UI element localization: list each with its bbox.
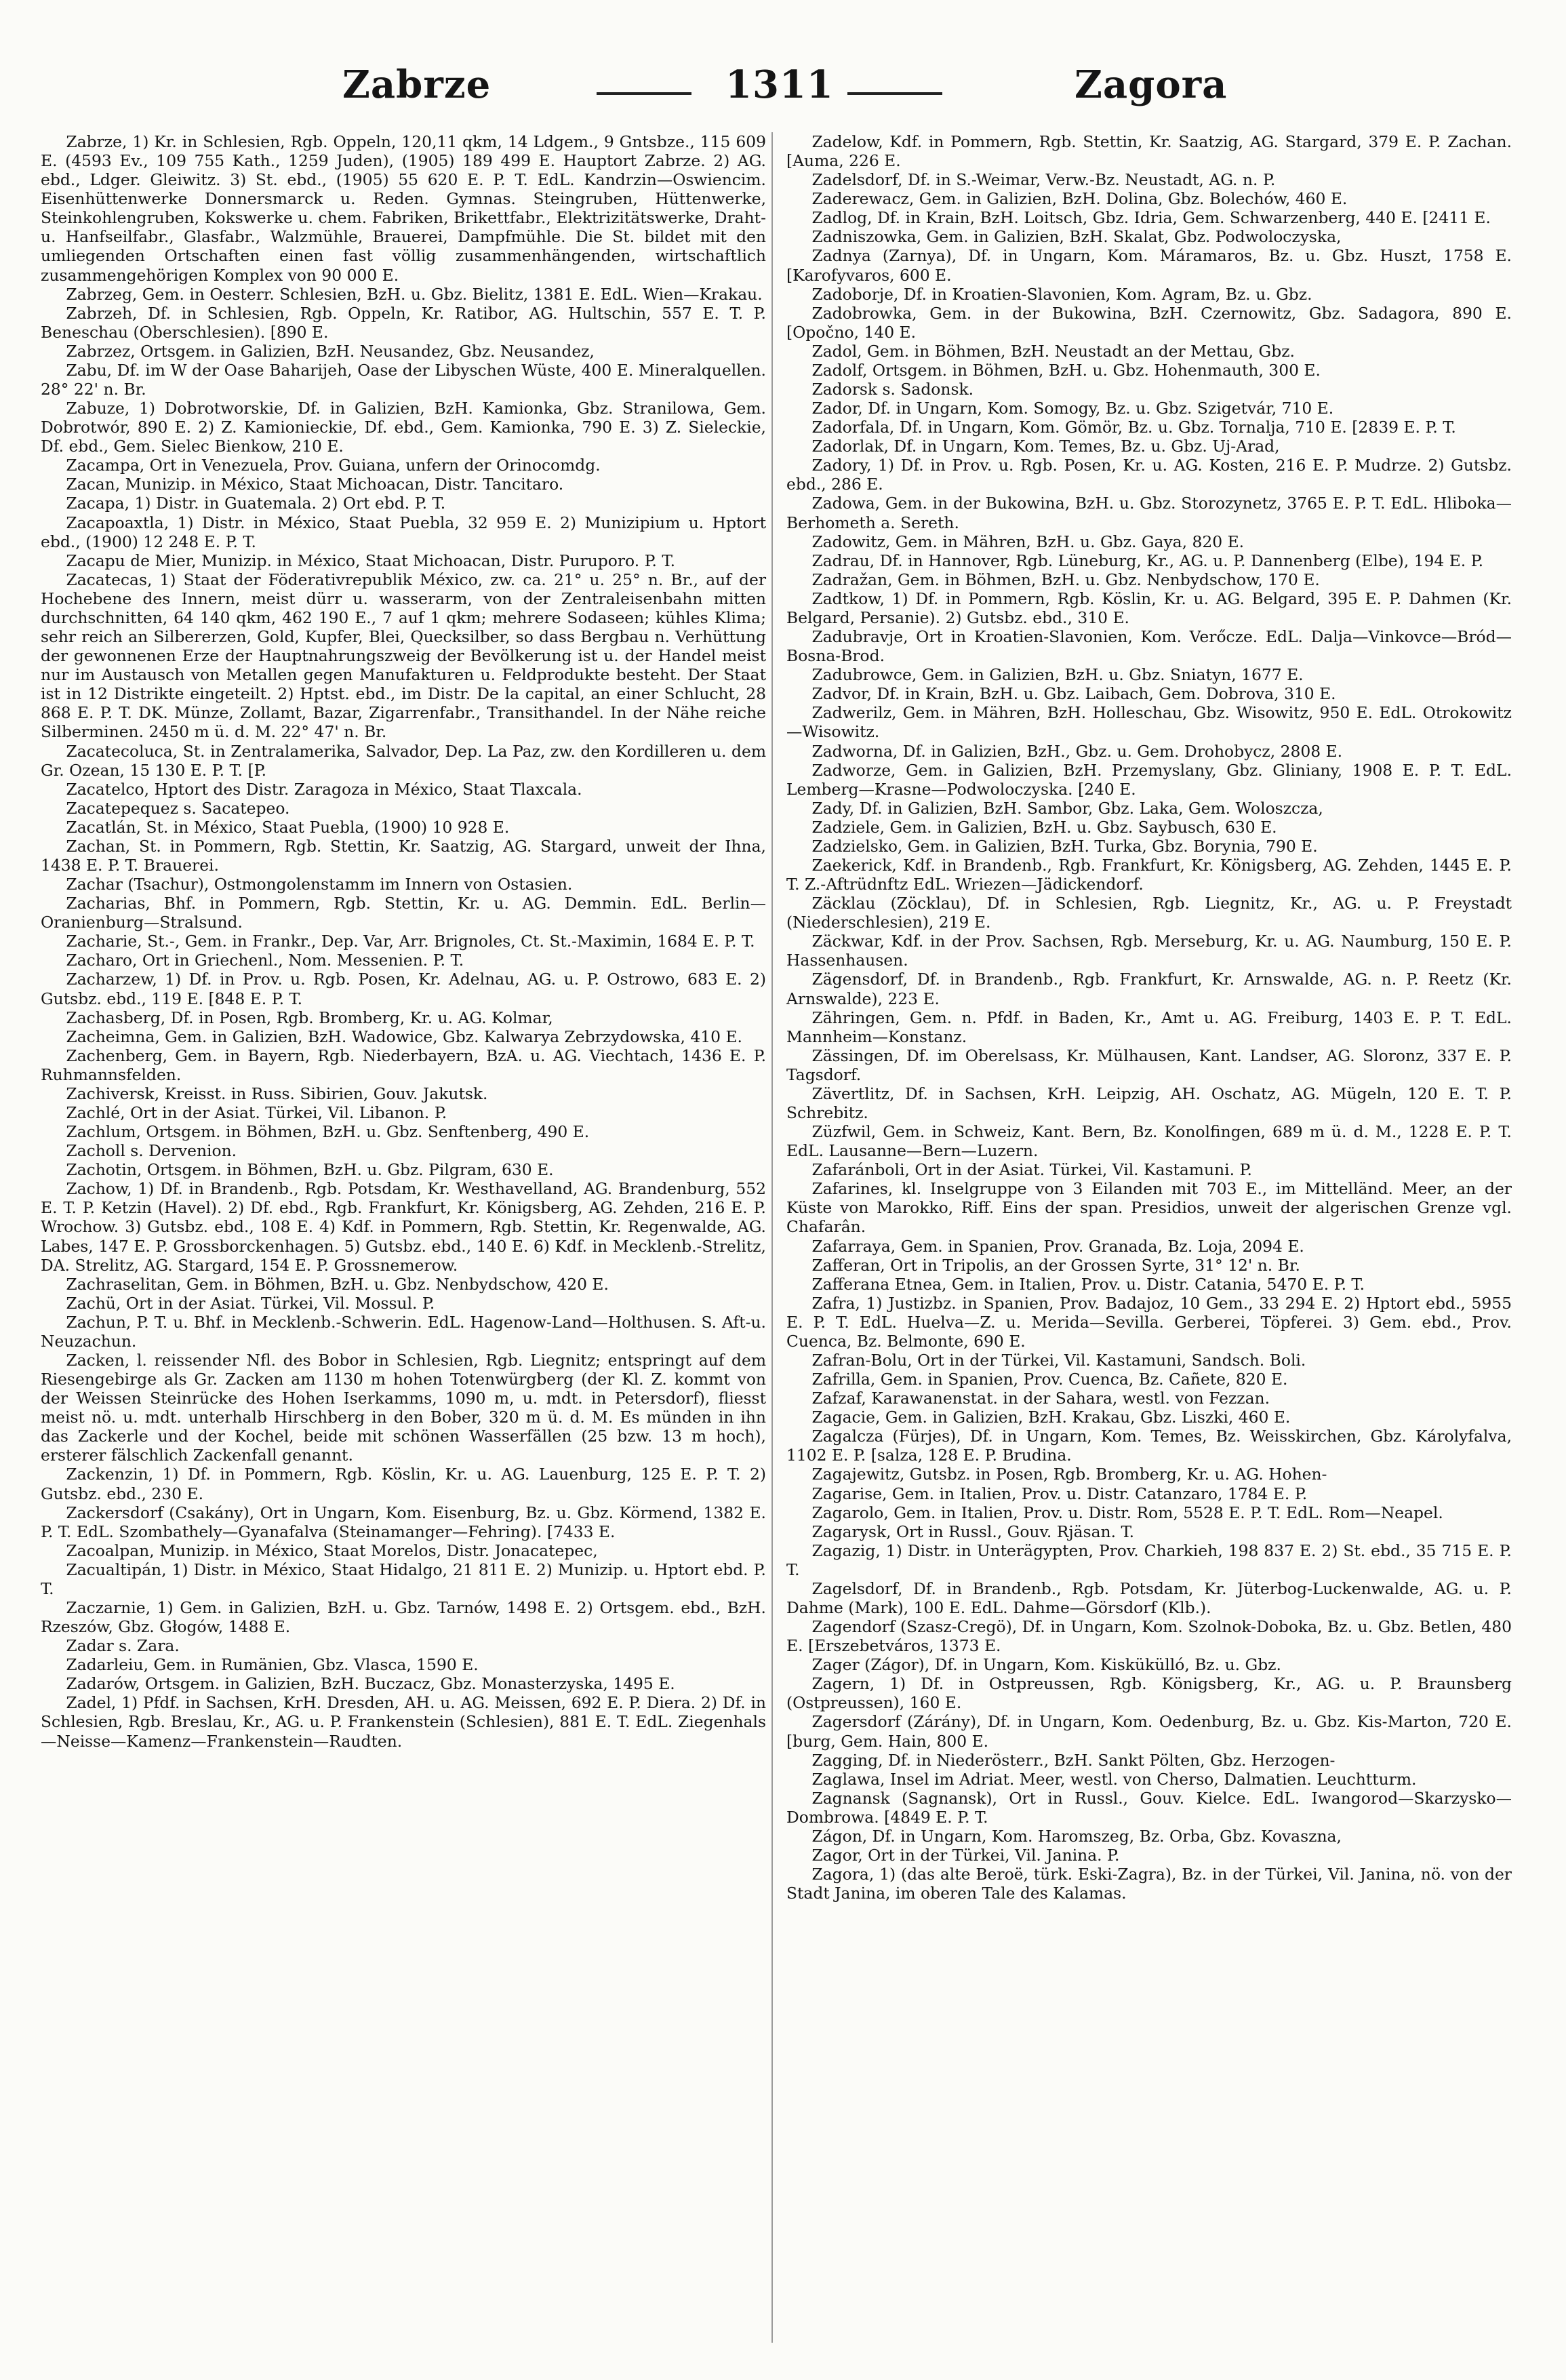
dictionary-entry: Zagalcza (Fürjes), Df. in Ungarn, Kom. Temes, Bz. Weisskirchen, Gbz. Károlyfalva, 1102 E. P. [salza, 128 E. P. Brudina.	[786, 1427, 1512, 1465]
dictionary-entry: Zachasberg, Df. in Posen, Rgb. Bromberg, Kr. u. AG. Kolmar,	[66, 1008, 553, 1027]
dictionary-entry: Zágon, Df. in Ungarn, Kom. Haromszeg, Bz. Orba, Gbz. Kovaszna,	[811, 1826, 1342, 1846]
dictionary-entry: Zafferana Etnea, Gem. in Italien, Prov. u. Distr. Catania, 5470 E. P. T.	[811, 1274, 1365, 1294]
dictionary-entry: Zäcklau (Zöcklau), Df. in Schlesien, Rgb. Liegnitz, Kr., AG. u. P. Freystadt (Niederschlesien), 219 E.	[786, 894, 1512, 932]
dictionary-entry: Zagarysk, Ort in Russl., Gouv. Rjäsan. T.	[811, 1522, 1135, 1541]
right-column	[786, 132, 1512, 1903]
dictionary-entry: Zagarolo, Gem. in Italien, Prov. u. Distr. Rom, 5528 E. P. T. EdL. Rom—Neapel.	[811, 1503, 1443, 1522]
dictionary-entry: Zackenzin, 1) Df. in Pommern, Rgb. Köslin, Kr. u. AG. Lauenburg, 125 E. P. T. 2) Gutsbz. ebd., 230 E.	[41, 1465, 766, 1503]
header-right-word: Zagora	[1075, 62, 1228, 107]
dictionary-entry: Zaekerick, Kdf. in Brandenb., Rgb. Frankfurt, Kr. Königsberg, AG. Zehden, 1445 E. P. T. Z.-Aftrüdnftz EdL. Wriezen—Jädickendorf.	[786, 855, 1512, 894]
dictionary-entry: Zafferan, Ort in Tripolis, an der Grossen Syrte, 31° 12' n. Br.	[811, 1255, 1300, 1275]
dictionary-entry: Zabuze, 1) Dobrotworskie, Df. in Galizien, BzH. Kamionka, Gbz. Stranilowa, Gem. Dobrotwór, 890 E. 2) Z. Kamionieckie, Df. ebd., Gem. Kamionka, 790 E. 3) Z. Sieleckie, Df. ebd., Gem. Sielec Bienkow, 210 E.	[41, 399, 766, 456]
dictionary-entry: Zacatelco, Hptort des Distr. Zaragoza in México, Staat Tlaxcala.	[66, 779, 582, 799]
dictionary-entry: Zacholl s. Dervenion.	[66, 1141, 237, 1161]
dictionary-entry: Zager (Zágor), Df. in Ungarn, Kom. Kiskükülló, Bz. u. Gbz.	[811, 1655, 1281, 1675]
dictionary-entry: Zadowa, Gem. in der Bukowina, BzH. u. Gbz. Storozynetz, 3765 E. P. T. EdL. Hliboka—Berhometh a. Sereth.	[786, 494, 1512, 532]
dictionary-entry: Zady, Df. in Galizien, BzH. Sambor, Gbz. Laka, Gem. Woloszcza,	[811, 798, 1323, 818]
dictionary-entry: Zagarise, Gem. in Italien, Prov. u. Distr. Catanzaro, 1784 E. P.	[811, 1484, 1308, 1503]
dictionary-entry: Zaderewacz, Gem. in Galizien, BzH. Dolina, Gbz. Bolechów, 460 E.	[811, 189, 1348, 209]
dictionary-entry: Zadtkow, 1) Df. in Pommern, Rgb. Köslin, Kr. u. AG. Belgard, 395 E. P. Dahmen (Kr. Belgard, Persanie). 2) Gutsbz. ebd., 310 E.	[786, 589, 1512, 627]
dictionary-entry: Zachotin, Ortsgem. in Böhmen, BzH. u. Gbz. Pilgram, 630 E.	[66, 1160, 554, 1180]
page-header	[0, 62, 1566, 123]
dictionary-entry: Zachun, P. T. u. Bhf. in Mecklenb.-Schwerin. EdL. Hagenow-Land—Holthusen. S. Aft-u. Neuzachun.	[41, 1312, 766, 1351]
dictionary-entry: Zadolf, Ortsgem. in Böhmen, BzH. u. Gbz. Hohenmauth, 300 E.	[811, 360, 1321, 380]
dictionary-entry: Zacatepequez s. Sacatepeo.	[66, 798, 290, 818]
dictionary-entry: Zagelsdorf, Df. in Brandenb., Rgb. Potsdam, Kr. Jüterbog-Luckenwalde, AG. u. P. Dahme (Mark), 100 E. EdL. Dahme—Görsdorf (Klb.).	[786, 1579, 1512, 1618]
dictionary-entry: Zagacie, Gem. in Galizien, BzH. Krakau, Gbz. Liszki, 460 E.	[811, 1408, 1291, 1427]
dictionary-entry: Zachlé, Ort in der Asiat. Türkei, Vil. Libanon. P.	[66, 1103, 447, 1122]
dictionary-entry: Zadol, Gem. in Böhmen, BzH. Neustadt an der Mettau, Gbz.	[811, 341, 1295, 361]
dictionary-entry: Zacken, l. reissender Nfl. des Bobor in Schlesien, Rgb. Liegnitz; entspringt auf dem Riesengebirge als Gr. Zacken am 1130 m hohen Totenwürgberg (der Kl. Z. kommt von der Weissen Steinrücke des Hohen Iserkamms, 1090 m, u. mdt. in Petersdorf), fliesst meist nö. u. mdt. unterhalb Hirschberg in den Bober, 320 m ü. d. M. Es münden in ihn das Zackerle und der Kochel, beide mit schönen Wasserfällen (25 bzw. 13 m hoch), ersterer fälschlich Zackenfall genannt.	[41, 1351, 766, 1465]
dictionary-entry: Zagajewitz, Gutsbz. in Posen, Rgb. Bromberg, Kr. u. AG. Hohen-	[811, 1465, 1327, 1484]
dictionary-entry: Zadowitz, Gem. in Mähren, BzH. u. Gbz. Gaya, 820 E.	[811, 532, 1245, 551]
left-column	[41, 132, 766, 1751]
dictionary-entry: Zadel, 1) Pfdf. in Sachsen, KrH. Dresden, AH. u. AG. Meissen, 692 E. P. Diera. 2) Df. in Schlesien, Rgb. Breslau, Kr., AG. u. P. Frankenstein (Schlesien), 881 E. T. EdL. Ziegenhals—Neisse—Kamenz—Frankenstein—Raudten.	[41, 1693, 766, 1751]
dictionary-entry: Zadarleiu, Gem. in Rumänien, Gbz. Vlasca, 1590 E.	[66, 1655, 479, 1675]
header-dash-right	[847, 92, 942, 95]
dictionary-entry: Zafrilla, Gem. in Spanien, Prov. Cuenca, Bz. Cañete, 820 E.	[811, 1370, 1288, 1389]
dictionary-entry: Zagendorf (Szasz-Cregö), Df. in Ungarn, Kom. Szolnok-Doboka, Bz. u. Gbz. Betlen, 480 E. [Erszebetváros, 1373 E.	[786, 1617, 1512, 1656]
dictionary-entry: Zadelow, Kdf. in Pommern, Rgb. Stettin, Kr. Saatzig, AG. Stargard, 379 E. P. Zachan. [Auma, 226 E.	[786, 132, 1512, 171]
dictionary-entry: Zadrau, Df. in Hannover, Rgb. Lüneburg, Kr., AG. u. P. Dannenberg (Elbe), 194 E. P.	[811, 551, 1484, 570]
dictionary-entry: Zafaránboli, Ort in der Asiat. Türkei, Vil. Kastamuni. P.	[811, 1160, 1252, 1180]
dictionary-entry: Zacapu de Mier, Munizip. in México, Staat Michoacan, Distr. Puruporo. P. T.	[66, 551, 676, 570]
dictionary-entry: Zagora, 1) (das alte Beroë, türk. Eski-Zagra), Bz. in der Türkei, Vil. Janina, nö. von der Stadt Janina, im oberen Tale des Kalamas.	[786, 1865, 1512, 1903]
dictionary-entry: Zaglawa, Insel im Adriat. Meer, westl. von Cherso, Dalmatien. Leuchtturm.	[811, 1769, 1417, 1789]
dictionary-entry: Zadworna, Df. in Galizien, BzH., Gbz. u. Gem. Drohobycz, 2808 E.	[811, 741, 1343, 761]
dictionary-entry: Zadorfala, Df. in Ungarn, Kom. Gömör, Bz. u. Gbz. Tornalja, 710 E. [2839 E. P. T.	[811, 418, 1456, 437]
dictionary-entry: Zaczarnie, 1) Gem. in Galizien, BzH. u. Gbz. Tarnów, 1498 E. 2) Ortsgem. ebd., BzH. Rzeszów, Gbz. Głogów, 1488 E.	[41, 1598, 766, 1637]
dictionary-entry: Zässingen, Df. im Oberelsass, Kr. Mülhausen, Kant. Landser, AG. Sloronz, 337 E. P. Tagsdorf.	[786, 1046, 1512, 1084]
dictionary-entry: Zachenberg, Gem. in Bayern, Rgb. Niederbayern, BzA. u. AG. Viechtach, 1436 E. P. Ruhmannsfelden.	[41, 1046, 766, 1084]
dictionary-entry: Zacapa, 1) Distr. in Guatemala. 2) Ort ebd. P. T.	[66, 494, 446, 513]
header-left-word: Zabrze	[342, 62, 491, 107]
dictionary-entry: Zägensdorf, Df. in Brandenb., Rgb. Frankfurt, Kr. Arnswalde, AG. n. P. Reetz (Kr. Arnswalde), 223 E.	[786, 970, 1512, 1008]
dictionary-entry: Zadoborje, Df. in Kroatien-Slavonien, Kom. Agram, Bz. u. Gbz.	[811, 284, 1312, 304]
dictionary-entry: Zafzaf, Karawanenstat. in der Sahara, westl. von Fezzan.	[811, 1389, 1270, 1408]
dictionary-entry: Zabrze, 1) Kr. in Schlesien, Rgb. Oppeln, 120,11 qkm, 14 Ldgem., 9 Gntsbze., 115 609 E. (4593 Ev., 109 755 Kath., 1259 Juden), (1905) 189 499 E. Hauptort Zabrze. 2) AG. ebd., Ldger. Gleiwitz. 3) St. ebd., (1905) 55 620 E. P. T. EdL. Kandrzin—Oswiencim. Eisenhüttenwerke Donnersmarck u. Reden. Gymnas. Steingruben, Hüttenwerke, Steinkohlengruben, Kokswerke u. chem. Fabriken, Brikettfabr., Elektrizitätswerke, Draht- u. Hanfseilfabr., Glasfabr., Walzmühle, Brauerei, Dampfmühle. Die St. bildet mit den umliegenden Ortschaften einen fast völlig zusammenhängenden, wirtschaftlich zusammengehörigen Komplex von 90 000 E.	[41, 132, 766, 285]
dictionary-entry: Zacampa, Ort in Venezuela, Prov. Guiana, unfern der Orinocomdg.	[66, 456, 601, 475]
dictionary-entry: Zadory, 1) Df. in Prov. u. Rgb. Posen, Kr. u. AG. Kosten, 216 E. P. Mudrze. 2) Gutsbz. ebd., 286 E.	[786, 456, 1512, 494]
dictionary-entry: Zagor, Ort in der Türkei, Vil. Janina. P.	[811, 1846, 1120, 1865]
dictionary-entry: Zagazig, 1) Distr. in Unterägypten, Prov. Charkieh, 198 837 E. 2) St. ebd., 35 715 E. P. T.	[786, 1541, 1512, 1579]
dictionary-entry: Züzfwil, Gem. in Schweiz, Kant. Bern, Bz. Konolfingen, 689 m ü. d. M., 1228 E. P. T. EdL. Lausanne—Bern—Luzern.	[786, 1122, 1512, 1161]
dictionary-entry: Zadarów, Ortsgem. in Galizien, BzH. Buczacz, Gbz. Monasterzyska, 1495 E.	[66, 1674, 675, 1694]
dictionary-entry: Zadworze, Gem. in Galizien, BzH. Przemyslany, Gbz. Gliniany, 1908 E. P. T. EdL. Lemberg—Krasne—Podwoloczyska. [240 E.	[786, 760, 1512, 799]
dictionary-entry: Zacatecoluca, St. in Zentralamerika, Salvador, Dep. La Paz, zw. den Kordilleren u. dem Gr. Ozean, 15 130 E. P. T. [P.	[41, 741, 766, 780]
dictionary-entry: Zachiversk, Kreisst. in Russ. Sibirien, Gouv. Jakutsk.	[66, 1084, 488, 1103]
dictionary-entry: Zafarraya, Gem. in Spanien, Prov. Granada, Bz. Loja, 2094 E.	[811, 1236, 1304, 1256]
dictionary-entry: Zachraselitan, Gem. in Böhmen, BzH. u. Gbz. Nenbydschow, 420 E.	[66, 1274, 609, 1294]
dictionary-entry: Zadzielsko, Gem. in Galizien, BzH. Turka, Gbz. Borynia, 790 E.	[811, 836, 1318, 856]
dictionary-entry: Zadubrowce, Gem. in Galizien, BzH. u. Gbz. Sniatyn, 1677 E.	[811, 665, 1304, 685]
dictionary-entry: Zachan, St. in Pommern, Rgb. Stettin, Kr. Saatzig, AG. Stargard, unweit der Ihna, 1438 E. P. T. Brauerei.	[41, 836, 766, 875]
dictionary-entry: Zabrzeg, Gem. in Oesterr. Schlesien, BzH. u. Gbz. Bielitz, 1381 E. EdL. Wien—Krakau.	[66, 284, 763, 304]
dictionary-entry: Zagersdorf (Zárány), Df. in Ungarn, Kom. Oedenburg, Bz. u. Gbz. Kis-Marton, 720 E. [burg, Gem. Hain, 800 E.	[786, 1712, 1512, 1751]
dictionary-entry: Zachow, 1) Df. in Brandenb., Rgb. Potsdam, Kr. Westhavelland, AG. Brandenburg, 552 E. T. P. Ketzin (Havel). 2) Df. ebd., Rgb. Frankfurt, Kr. Königsberg, AG. Zehden, 216 E. P. Wrochow. 3) Gutsbz. ebd., 108 E. 4) Kdf. in Pommern, Rgb. Stettin, Kr. Regenwalde, AG. Labes, 147 E. P. Grossborckenhagen. 5) Gutsbz. ebd., 140 E. 6) Kdf. in Mecklenb.-Strelitz, DA. Strelitz, AG. Stargard, 154 E. P. Grossnemerow.	[41, 1179, 766, 1275]
dictionary-entry: Zacualtipán, 1) Distr. in México, Staat Hidalgo, 21 811 E. 2) Munizip. u. Hptort ebd. P. T.	[41, 1560, 766, 1598]
dictionary-entry: Zabrzeh, Df. in Schlesien, Rgb. Oppeln, Kr. Ratibor, AG. Hultschin, 557 E. T. P. Beneschau (Oberschlesien). [890 E.	[41, 303, 766, 342]
dictionary-entry: Zackersdorf (Csakány), Ort in Ungarn, Kom. Eisenburg, Bz. u. Gbz. Körmend, 1382 E. P. T. EdL. Szombathely—Gyanafalva (Steinamanger—Fehring). [7433 E.	[41, 1503, 766, 1541]
dictionary-entry: Zadorsk s. Sadonsk.	[811, 380, 974, 399]
dictionary-entry: Zagnansk (Sagnansk), Ort in Russl., Gouv. Kielce. EdL. Iwangorod—Skarzysko—Dombrowa. [4849 E. P. T.	[786, 1788, 1512, 1827]
dictionary-entry: Zadražan, Gem. in Böhmen, BzH. u. Gbz. Nenbydschow, 170 E.	[811, 570, 1320, 589]
dictionary-entry: Zadnya (Zarnya), Df. in Ungarn, Kom. Máramaros, Bz. u. Gbz. Huszt, 1758 E. [Karofyvaros, 600 E.	[786, 246, 1512, 285]
dictionary-entry: Zafra, 1) Justizbz. in Spanien, Prov. Badajoz, 10 Gem., 33 294 E. 2) Hptort ebd., 5955 E. P. T. EdL. Huelva—Z. u. Merida—Sevilla. Gerberei, Töpferei. 3) Gem. ebd., Prov. Cuenca, Bz. Belmonte, 690 E.	[786, 1293, 1512, 1351]
dictionary-entry: Zadwerilz, Gem. in Mähren, BzH. Holleschau, Gbz. Wisowitz, 950 E. EdL. Otrokowitz—Wisowitz.	[786, 703, 1512, 742]
dictionary-entry: Zadubravje, Ort in Kroatien-Slavonien, Kom. Verőcze. EdL. Dalja—Vinkovce—Bród—Bosna-Brod.	[786, 627, 1512, 666]
dictionary-entry: Zäckwar, Kdf. in der Prov. Sachsen, Rgb. Merseburg, Kr. u. AG. Naumburg, 150 E. P. Hassenhausen.	[786, 932, 1512, 970]
dictionary-entry: Zacoalpan, Munizip. in México, Staat Morelos, Distr. Jonacatepec,	[66, 1541, 598, 1560]
dictionary-entry: Zadniszowka, Gem. in Galizien, BzH. Skalat, Gbz. Podwoloczyska,	[811, 227, 1342, 247]
dictionary-entry: Zacharias, Bhf. in Pommern, Rgb. Stettin, Kr. u. AG. Demmin. EdL. Berlin—Oranienburg—Stralsund.	[41, 894, 766, 932]
dictionary-entry: Zafran-Bolu, Ort in der Türkei, Vil. Kastamuni, Sandsch. Boli.	[811, 1351, 1306, 1370]
dictionary-entry: Zachar (Tsachur), Ostmongolenstamm im Innern von Ostasien.	[66, 875, 573, 894]
page-number: 1311	[725, 62, 834, 107]
header-dash-left	[597, 92, 691, 95]
dictionary-entry: Zävertlitz, Df. in Sachsen, KrH. Leipzig, AH. Oschatz, AG. Mügeln, 120 E. T. P. Schrebitz.	[786, 1084, 1512, 1122]
dictionary-entry: Zacharo, Ort in Griechenl., Nom. Messenien. P. T.	[66, 951, 464, 970]
dictionary-entry: Zadelsdorf, Df. in S.-Weimar, Verw.-Bz. Neustadt, AG. n. P.	[811, 170, 1276, 190]
dictionary-entry: Zafarines, kl. Inselgruppe von 3 Eilanden mit 703 E., im Mittelländ. Meer, an der Küste von Marokko, Riff. Eins der span. Presidios, unweit der algerischen Grenze vgl. Chafarân.	[786, 1179, 1512, 1237]
dictionary-entry: Zadziele, Gem. in Galizien, BzH. u. Gbz. Saybusch, 630 E.	[811, 817, 1277, 837]
dictionary-entry: Zähringen, Gem. n. Pfdf. in Baden, Kr., Amt u. AG. Freiburg, 1403 E. P. T. EdL. Mannheim—Konstanz.	[786, 1008, 1512, 1046]
dictionary-entry: Zacatecas, 1) Staat der Föderativrepublik México, zw. ca. 21° u. 25° n. Br., auf der Hochebene des Innern, meist dürr u. wasserarm, von der Zentraleisenbahn mitten durchschnitten, 64 140 qkm, 462 190 E., 7 auf 1 qkm; mehrere Sodaseen; kühles Klima; sehr reich an Silbererzen, Gold, Kupfer, Blei, Quecksilber, so dass Bergbau n. Verhüttung der gewonnenen Erze der Hauptnahrungszweig der Bevölkerung ist u. der Handel meist nur im Austausch von Metallen gegen Manufakturen u. Feldprodukte besteht. Der Staat ist in 12 Distrikte eingeteilt. 2) Hptst. ebd., im Distr. De la capital, an einer Schlucht, 28 868 E. P. T. DK. Münze, Zollamt, Bazar, Zigarrenfabr., Transithandel. In der Nähe reiche Silberminen. 2450 m ü. d. M. 22° 47' n. Br.	[41, 570, 766, 742]
dictionary-entry: Zabrzez, Ortsgem. in Galizien, BzH. Neusandez, Gbz. Neusandez,	[66, 341, 595, 361]
dictionary-entry: Zadvor, Df. in Krain, BzH. u. Gbz. Laibach, Gem. Dobrova, 310 E.	[811, 684, 1336, 704]
dictionary-entry: Zachlum, Ortsgem. in Böhmen, BzH. u. Gbz. Senftenberg, 490 E.	[66, 1122, 590, 1142]
dictionary-entry: Zagging, Df. in Niederösterr., BzH. Sankt Pölten, Gbz. Herzogen-	[811, 1750, 1336, 1770]
dictionary-entry: Zacheimna, Gem. in Galizien, BzH. Wadowice, Gbz. Kalwarya Zebrzydowska, 410 E.	[66, 1027, 742, 1046]
dictionary-entry: Zadlog, Df. in Krain, BzH. Loitsch, Gbz. Idria, Gem. Schwarzenberg, 440 E. [2411 E.	[811, 208, 1491, 228]
dictionary-entry: Zachü, Ort in der Asiat. Türkei, Vil. Mossul. P.	[66, 1293, 435, 1313]
dictionary-entry: Zacapoaxtla, 1) Distr. in México, Staat Puebla, 32 959 E. 2) Munizipium u. Hptort ebd., (1900) 12 248 E. P. T.	[41, 513, 766, 551]
dictionary-entry: Zagern, 1) Df. in Ostpreussen, Rgb. Königsberg, Kr., AG. u. P. Braunsberg (Ostpreussen), 160 E.	[786, 1674, 1512, 1713]
column-divider	[771, 132, 773, 2343]
dictionary-entry: Zacatlán, St. in México, Staat Puebla, (1900) 10 928 E.	[66, 817, 510, 837]
dictionary-entry: Zador, Df. in Ungarn, Kom. Somogy, Bz. u. Gbz. Szigetvár, 710 E.	[811, 399, 1334, 418]
dictionary-entry: Zadorlak, Df. in Ungarn, Kom. Temes, Bz. u. Gbz. Uj-Arad,	[811, 437, 1280, 456]
dictionary-entry: Zacharzew, 1) Df. in Prov. u. Rgb. Posen, Kr. Adelnau, AG. u. P. Ostrowo, 683 E. 2) Gutsbz. ebd., 119 E. [848 E. P. T.	[41, 970, 766, 1008]
dictionary-entry: Zadar s. Zara.	[66, 1636, 180, 1656]
dictionary-entry: Zadobrowka, Gem. in der Bukowina, BzH. Czernowitz, Gbz. Sadagora, 890 E. [Opočno, 140 E.	[786, 303, 1512, 342]
dictionary-entry: Zacan, Munizip. in México, Staat Michoacan, Distr. Tancitaro.	[66, 475, 564, 494]
dictionary-entry: Zacharie, St.-, Gem. in Frankr., Dep. Var, Arr. Brignoles, Ct. St.-Maximin, 1684 E. P. T.	[66, 932, 755, 951]
dictionary-entry: Zabu, Df. im W der Oase Baharijeh, Oase der Libyschen Wüste, 400 E. Mineralquellen. 28° 22' n. Br.	[41, 360, 766, 399]
